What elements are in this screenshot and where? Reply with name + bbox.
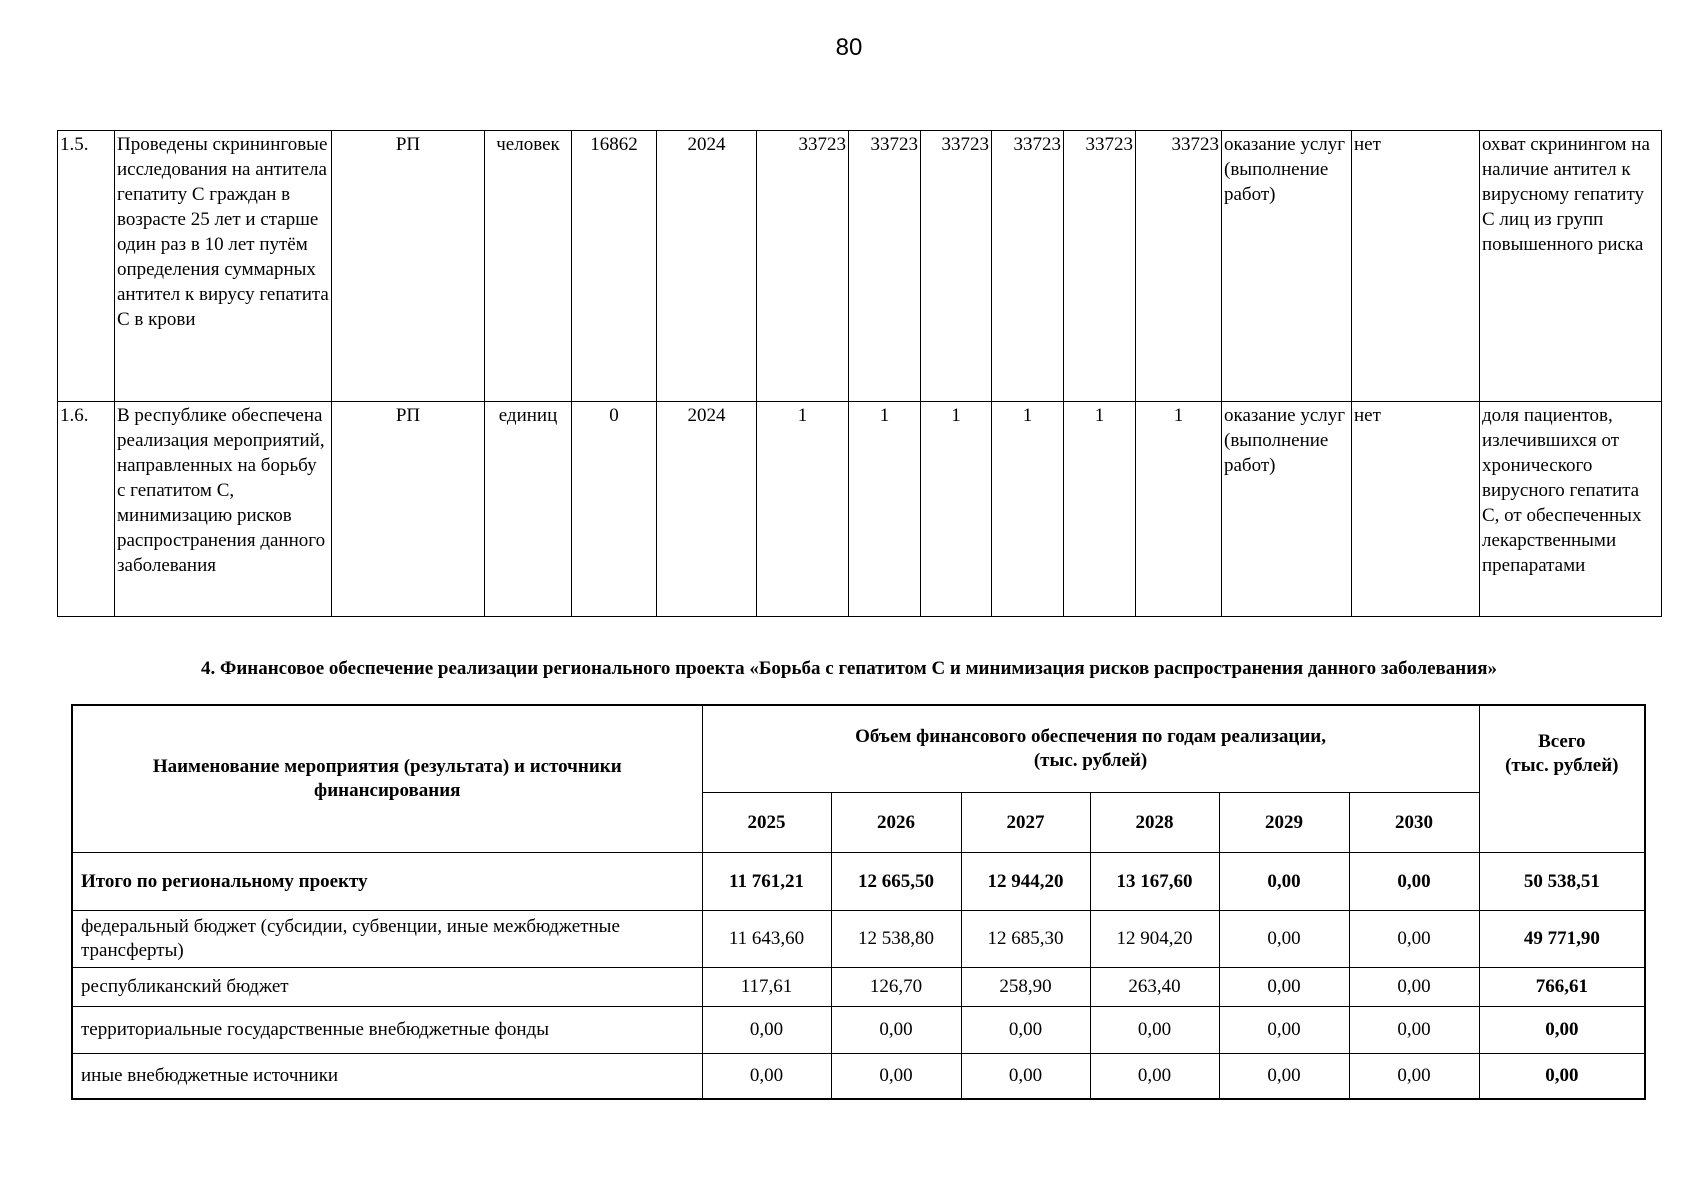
amount-cell: 12 538,80 <box>831 911 961 968</box>
amount-cell: 0,00 <box>702 1007 831 1054</box>
amount-cell: 126,70 <box>831 968 961 1007</box>
header-total-line1: Всего <box>1538 731 1586 752</box>
value-2030: 1 <box>1136 402 1222 617</box>
amount-cell: 263,40 <box>1090 968 1219 1007</box>
source-name: республиканский бюджет <box>72 968 702 1007</box>
amount-cell: 0,00 <box>702 1054 831 1100</box>
finance-header-row <box>72 705 1645 793</box>
linked-indicator: доля пациентов, излечившихся от хронического вирусного гепатита С, от обеспеченных лекарственными препаратами <box>1480 402 1662 617</box>
value-2026: 33723 <box>849 131 921 402</box>
amount-cell: 0,00 <box>1219 911 1349 968</box>
header-volume <box>702 705 1479 793</box>
amount-cell: 0,00 <box>961 1007 1090 1054</box>
amount-cell: 12 685,30 <box>961 911 1090 968</box>
value-2028: 1 <box>992 402 1064 617</box>
row-total: 49 771,90 <box>1479 911 1645 968</box>
row-total: 50 538,51 <box>1479 853 1645 911</box>
row-number: 1.6. <box>58 402 115 617</box>
page-number: 80 <box>835 34 863 61</box>
amount-cell: 0,00 <box>1090 1054 1219 1100</box>
amount-cell: 12 665,50 <box>831 853 961 911</box>
amount-cell: 0,00 <box>961 1054 1090 1100</box>
year-header: 2030 <box>1349 793 1479 853</box>
amount-cell: 0,00 <box>1219 968 1349 1007</box>
table-row <box>72 1007 1645 1054</box>
table-row <box>58 402 1662 617</box>
header-total <box>1479 705 1645 853</box>
value-2028: 33723 <box>992 131 1064 402</box>
value-2025: 1 <box>757 402 849 617</box>
table-row <box>72 853 1645 911</box>
header-total-line2: (тыс. рублей) <box>1505 755 1619 776</box>
amount-cell: 0,00 <box>1349 1007 1479 1054</box>
row-total: 766,61 <box>1479 968 1645 1007</box>
row-number: 1.5. <box>58 131 115 402</box>
year-header: 2028 <box>1090 793 1219 853</box>
header-volume-line1: Объем финансового обеспечения по годам реализации, <box>855 726 1326 747</box>
amount-cell: 0,00 <box>1349 853 1479 911</box>
value-2027: 33723 <box>921 131 992 402</box>
amount-cell: 12 944,20 <box>961 853 1090 911</box>
amount-cell: 0,00 <box>1219 1054 1349 1100</box>
year-header: 2029 <box>1219 793 1349 853</box>
table-row <box>72 911 1645 968</box>
source-name: иные внебюджетные источники <box>72 1054 702 1100</box>
result-flag: нет <box>1352 131 1480 402</box>
base-year: 2024 <box>657 402 757 617</box>
amount-cell: 0,00 <box>1219 853 1349 911</box>
result-type: оказание услуг (выполнение работ) <box>1222 131 1352 402</box>
value-2029: 33723 <box>1064 131 1136 402</box>
base-value: 16862 <box>572 131 657 402</box>
result-name: В республике обеспечена реализация мероприятий, направленных на борьбу с гепатитом С, минимизацию рисков распространения данного заболевания <box>115 402 332 617</box>
amount-cell: 0,00 <box>1349 968 1479 1007</box>
amount-cell: 0,00 <box>1090 1007 1219 1054</box>
amount-cell: 11 761,21 <box>702 853 831 911</box>
amount-cell: 11 643,60 <box>702 911 831 968</box>
source-name: территориальные государственные внебюджетные фонды <box>72 1007 702 1054</box>
amount-cell: 0,00 <box>831 1054 961 1100</box>
row-total: 0,00 <box>1479 1007 1645 1054</box>
table-row <box>72 1054 1645 1100</box>
base-value: 0 <box>572 402 657 617</box>
project-level: РП <box>332 402 485 617</box>
amount-cell: 0,00 <box>831 1007 961 1054</box>
table-row <box>72 968 1645 1007</box>
result-type: оказание услуг (выполнение работ) <box>1222 402 1352 617</box>
result-flag: нет <box>1352 402 1480 617</box>
value-2029: 1 <box>1064 402 1136 617</box>
source-name: федеральный бюджет (субсидии, субвенции, иные межбюджетные трансферты) <box>72 911 702 968</box>
project-level: РП <box>332 131 485 402</box>
results-table <box>57 130 1662 617</box>
source-name: Итого по региональному проекту <box>72 853 702 911</box>
amount-cell: 258,90 <box>961 968 1090 1007</box>
result-name: Проведены скрининговые исследования на антитела гепатиту С граждан в возрасте 25 лет и старше один раз в 10 лет путём определения суммарных антител к вирусу гепатита С в крови <box>115 131 332 402</box>
value-2026: 1 <box>849 402 921 617</box>
header-volume-line2: (тыс. рублей) <box>1033 750 1148 771</box>
amount-cell: 0,00 <box>1219 1007 1349 1054</box>
year-header: 2026 <box>831 793 961 853</box>
value-2030: 33723 <box>1136 131 1222 402</box>
amount-cell: 12 904,20 <box>1090 911 1219 968</box>
amount-cell: 0,00 <box>1349 1054 1479 1100</box>
unit: человек <box>485 131 572 402</box>
finance-table <box>71 704 1646 1100</box>
amount-cell: 0,00 <box>1349 911 1479 968</box>
year-header: 2027 <box>961 793 1090 853</box>
unit: единиц <box>485 402 572 617</box>
row-total: 0,00 <box>1479 1054 1645 1100</box>
base-year: 2024 <box>657 131 757 402</box>
header-name: Наименование мероприятия (результата) и источники финансирования <box>72 705 702 853</box>
section-title: 4. Финансовое обеспечение реализации регионального проекта «Борьба с гепатитом С и минимизация рисков распространения данного заболевания» <box>201 658 1497 679</box>
value-2027: 1 <box>921 402 992 617</box>
table-row <box>58 131 1662 402</box>
value-2025: 33723 <box>757 131 849 402</box>
amount-cell: 13 167,60 <box>1090 853 1219 911</box>
linked-indicator: охват скринингом на наличие антител к вирусному гепатиту С лиц из групп повышенного риска <box>1480 131 1662 402</box>
year-header: 2025 <box>702 793 831 853</box>
amount-cell: 117,61 <box>702 968 831 1007</box>
